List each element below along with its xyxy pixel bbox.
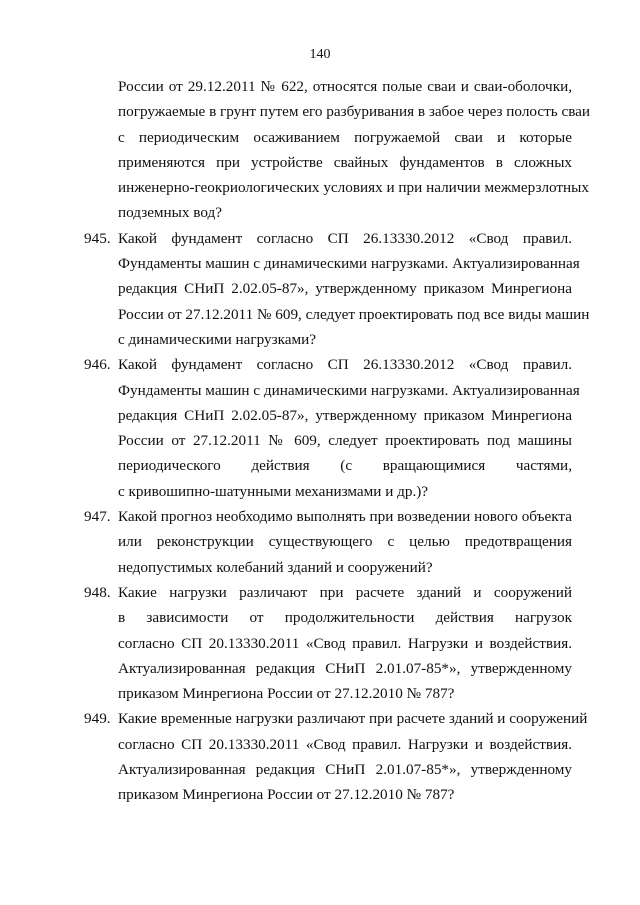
text-line: Фундаменты машин с динамическими нагрузками. Актуализированная: [118, 255, 580, 273]
question-item-946: [84, 352, 580, 504]
text-line: Актуализированная редакция СНиП 2.01.07-85*», утвержденному: [118, 761, 572, 779]
text-line: применяются при устройстве свайных фундаментов в сложных: [118, 153, 572, 171]
text-line: с динамическими нагрузками?: [118, 330, 316, 348]
continuation-paragraph: [84, 74, 591, 226]
text-line: Какие временные нагрузки различают при расчете зданий и сооружений: [118, 710, 588, 728]
question-item-945: [84, 226, 590, 352]
question-item-947: [84, 504, 572, 580]
text-line: Какой прогноз необходимо выполнять при возведении нового объекта: [118, 508, 572, 526]
text-line: редакция СНиП 2.02.05-87», утвержденному приказом Минрегиона: [118, 280, 572, 298]
text-line: или реконструкции существующего с целью предотвращения: [118, 533, 572, 551]
text-line: редакция СНиП 2.02.05-87», утвержденному приказом Минрегиона: [118, 406, 572, 424]
question-item-949: [84, 706, 588, 807]
document-body: [84, 74, 591, 808]
page-number: 140: [309, 47, 331, 62]
text-line: инженерно-геокриологических условиях и при наличии межмерзлотных: [118, 179, 589, 197]
question-number: 945.: [84, 229, 111, 247]
text-line: Какие нагрузки различают при расчете зданий и сооружений: [118, 583, 572, 601]
text-line: согласно СП 20.13330.2011 «Свод правил. Нагрузки и воздействия.: [118, 735, 572, 753]
text-line: периодического действия (с вращающимися частями,: [118, 457, 572, 475]
text-line: России от 29.12.2011 № 622, относятся полые сваи и сваи-оболочки,: [118, 78, 572, 95]
text-line: подземных вод?: [118, 204, 222, 222]
question-number: 948.: [84, 583, 111, 601]
question-number: 947.: [84, 508, 111, 526]
text-line: приказом Минрегиона России от 27.12.2010 № 787?: [118, 685, 455, 703]
text-line: погружаемые в грунт путем его разбуривания в забое через полость сваи: [118, 103, 591, 121]
text-line: России от 27.12.2011 № 609, следует проектировать под машины: [118, 432, 572, 450]
text-line: с периодическим осаживанием погружаемой сваи и которые: [118, 128, 572, 146]
question-number: 949.: [84, 710, 111, 728]
text-line: недопустимых колебаний зданий и сооружений?: [118, 558, 433, 576]
text-line: Какой фундамент согласно СП 26.13330.2012 «Свод правил.: [118, 229, 572, 247]
text-line: приказом Минрегиона России от 27.12.2010 № 787?: [118, 786, 455, 804]
text-line: Фундаменты машин с динамическими нагрузками. Актуализированная: [118, 381, 580, 399]
question-number: 946.: [84, 356, 111, 374]
text-line: России от 27.12.2011 № 609, следует проектировать под все виды машин: [118, 305, 590, 323]
text-line: Актуализированная редакция СНиП 2.01.07-85*», утвержденному: [118, 659, 572, 677]
text-line: Какой фундамент согласно СП 26.13330.2012 «Свод правил.: [118, 356, 572, 374]
question-item-948: [84, 580, 572, 706]
text-line: согласно СП 20.13330.2011 «Свод правил. Нагрузки и воздействия.: [118, 634, 572, 652]
text-line: в зависимости от продолжительности действия нагрузок: [118, 609, 572, 627]
text-line: с кривошипно-шатунными механизмами и др.)?: [118, 482, 429, 500]
